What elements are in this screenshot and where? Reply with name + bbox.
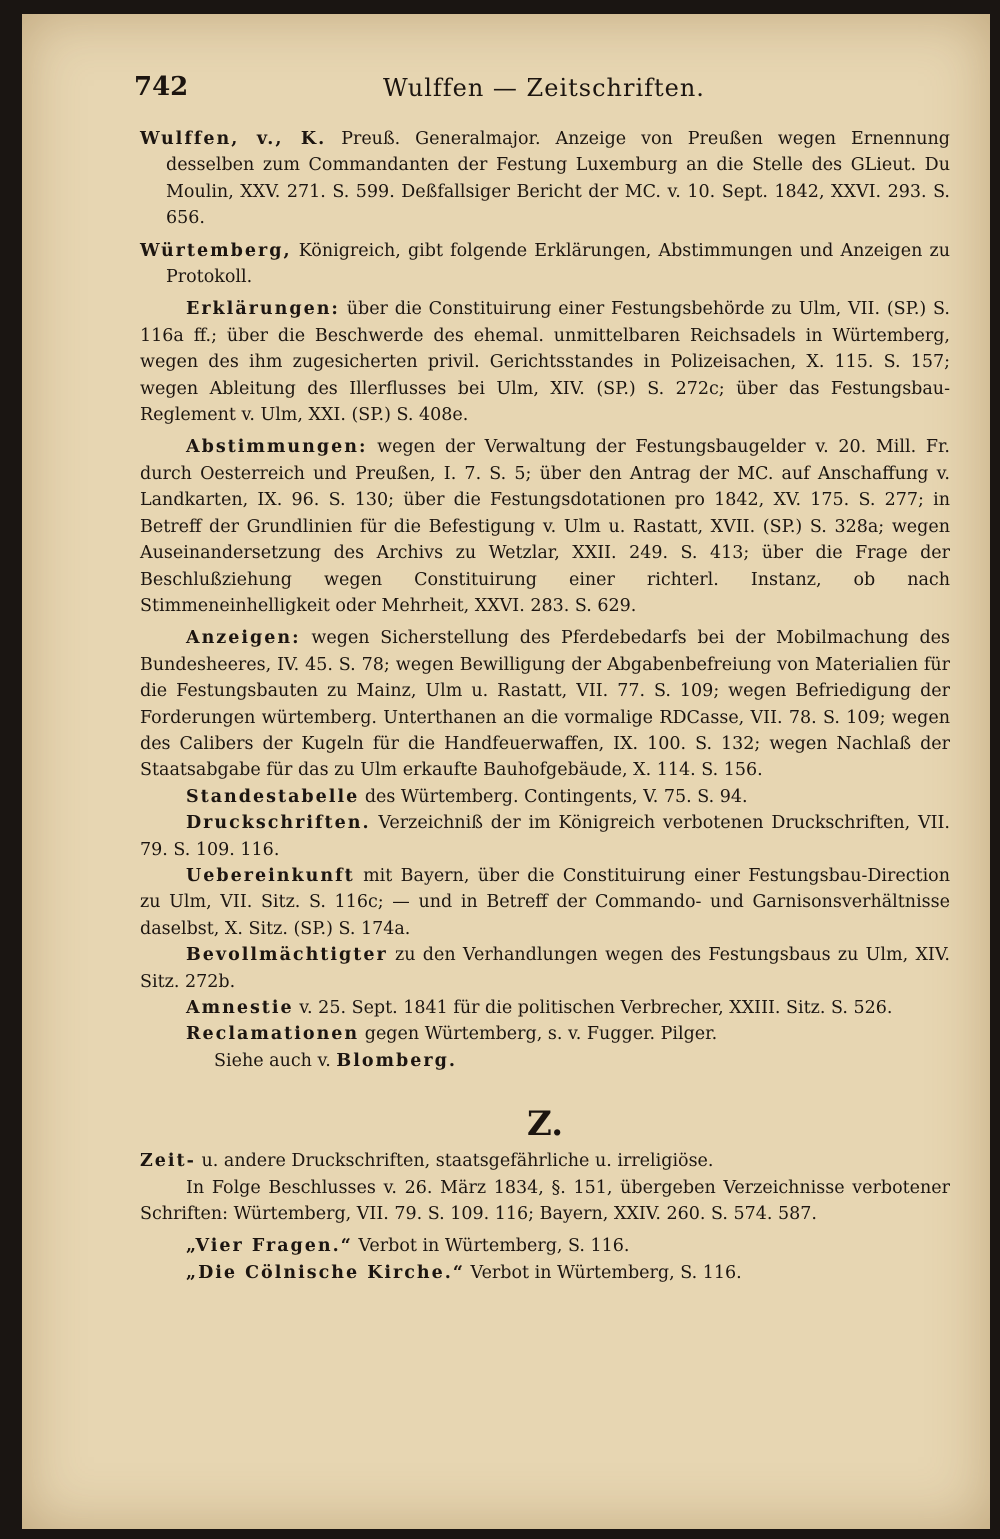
subentry-reclamationen [140,1021,950,1047]
subentry-label: Amnestie [186,998,294,1018]
subentry-text: wegen Sicherstellung des Pferdebedarfs bei der Mobilmachung des Bundesheeres, IV. 45. S. 78; wegen Bewilligung der Abgabenbefreiung von Materialien für die Festungsbauten zu Mainz, Ulm u. Rastatt, VII. 77. S. 109; wegen Befriedigung der Forderungen würtemberg. Unterthanen an die vormalige RDCasse, VII. 78. S. 109; wegen des Calibers der Kugeln für die Handfeuerwaffen, IX. 100. S. 132; wegen Nachlaß der Staatsabgabe für das zu Ulm erkaufte Bauhofgebäude, X. 114. S. 156. [140,628,950,781]
subentry-infolge [140,1175,950,1228]
section-letter: Z. [526,1104,564,1145]
subentry-text: v. 25. Sept. 1841 für die politischen Verbrecher, XXIII. Sitz. S. 526. [299,998,893,1018]
page-number: 742 [134,72,189,102]
subentry-text: wegen der Verwaltung der Festungsbaugelder v. 20. Mill. Fr. durch Oesterreich und Preußen, I. 7. S. 5; über den Antrag der MC. auf Anschaffung v. Landkarten, IX. 96. S. 130; über die Festungsdotationen pro 1842, XV. 175. S. 277; in Betreff der Grundlinien für die Befestigung v. Ulm u. Rastatt, XVII. (SP.) S. 328a; wegen Auseinandersetzung des Archivs zu Wetzlar, XXII. 249. S. 413; über die Frage der Beschlußziehung wegen Constituirung einer richterl. Instanz, ob nach Stimmeneinhelligkeit oder Mehrheit, XXVI. 283. S. 629. [140,437,950,616]
subentry-label: Uebereinkunft [186,865,355,886]
entry-text: Königreich, gibt folgende Erklärungen, Abstimmungen und Anzeigen zu Protokoll. [166,240,950,288]
entry-name: Wulffen, v., K. [140,129,327,149]
index-body [140,126,950,1286]
subentry-abstimmungen [140,434,950,619]
subentry-text: Siehe auch v. [214,1050,331,1071]
subentry-text: zu den Verhandlungen wegen des Festungsbaus zu Ulm, XIV. Sitz. 272b. [140,945,950,992]
subentry-uebereinkunft [140,863,950,942]
entry-zeitschriften [140,1148,950,1174]
subentry-text: gegen Würtemberg, s. v. Fugger. Pilger. [364,1024,718,1045]
subentry-text: über die Constituirung einer Festungsbehörde zu Ulm, VII. (SP.) S. 116a ff.; über die Beschwerde des ehemal. unmittelbaren Reichsadels in Würtemberg, wegen des ihm zugesicherten privil. Gerichtsstandes in Polizeisachen, X. 115. S. 157; wegen Ableitung des Illerflusses bei Ulm, XIV. (SP.) S. 272c; über das Festungsbau-Reglement v. Ulm, XXI. (SP.) S. 408e. [140,299,950,426]
subentry-amnestie [140,995,950,1021]
entry-text: u. andere Druckschriften, staatsgefährliche u. irreligiöse. [201,1151,714,1172]
subentry-label: Abstimmungen: [186,437,368,458]
subentry-text: mit Bayern, über die Constituirung einer Festungsbau-Direction zu Ulm, VII. Sitz. S. 116c; — und in Betreff der Commando- und Garnisonsverhältnisse daselbst, X. Sitz. (SP.) S. 174a. [140,865,950,939]
cross-reference: Blomberg. [336,1050,457,1071]
subentry-siehe-auch [140,1048,950,1074]
subentry-label: Erklärungen: [186,299,340,320]
subentry-text: Verbot in Würtemberg, S. 116. [358,1236,630,1257]
subentry-bevollmaechtigter [140,942,950,995]
publication-title: „Die Cölnische Kirche.“ [186,1262,465,1283]
subentry-label: Druckschriften. [186,813,371,834]
entry-name: Zeit- [140,1151,196,1172]
subentry-label: Reclamationen [186,1024,360,1045]
publication-title: „Vier Fragen.“ [186,1236,353,1257]
subentry-druckschriften [140,810,950,863]
subentry-text: des Würtemberg. Contingents, V. 75. S. 94. [364,786,748,807]
entry-text: Preuß. Generalmajor. Anzeige von Preußen wegen Ernennung desselben zum Commandanten der Festung Luxemburg an die Stelle des GLieut. Du Moulin, XXV. 271. S. 599. Deßfallsiger Bericht der MC. v. 10. Sept. 1842, XXVI. 293. S. 656. [166,129,950,229]
running-head: Wulffen — Zeitschriften. [383,74,705,102]
subentry-text: Verbot in Würtemberg, S. 116. [470,1262,742,1283]
subentry-standestabelle [140,784,950,810]
book-page [22,14,990,1529]
subentry-label: Standestabelle [186,786,360,807]
subentry-koelnische-kirche [140,1260,950,1286]
entry-wuerttemberg [140,238,950,291]
subentry-vier-fragen [140,1233,950,1259]
entry-wulffen [140,126,950,232]
subentry-anzeigen [140,625,950,783]
subentry-erklaerungen [140,296,950,428]
subentry-text: Verzeichniß der im Königreich verbotenen Druckschriften, VII. 79. S. 109. 116. [140,813,950,860]
subentry-text: In Folge Beschlusses v. 26. März 1834, §. 151, übergeben Verzeichnisse verbotener Schriften: Würtemberg, VII. 79. S. 109. 116; Bayern, XXIV. 260. S. 574. 587. [140,1177,950,1225]
entry-name: Würtemberg, [140,240,292,261]
subentry-label: Bevollmächtigter [186,945,388,966]
subentry-label: Anzeigen: [186,628,301,649]
page-header [134,72,954,112]
